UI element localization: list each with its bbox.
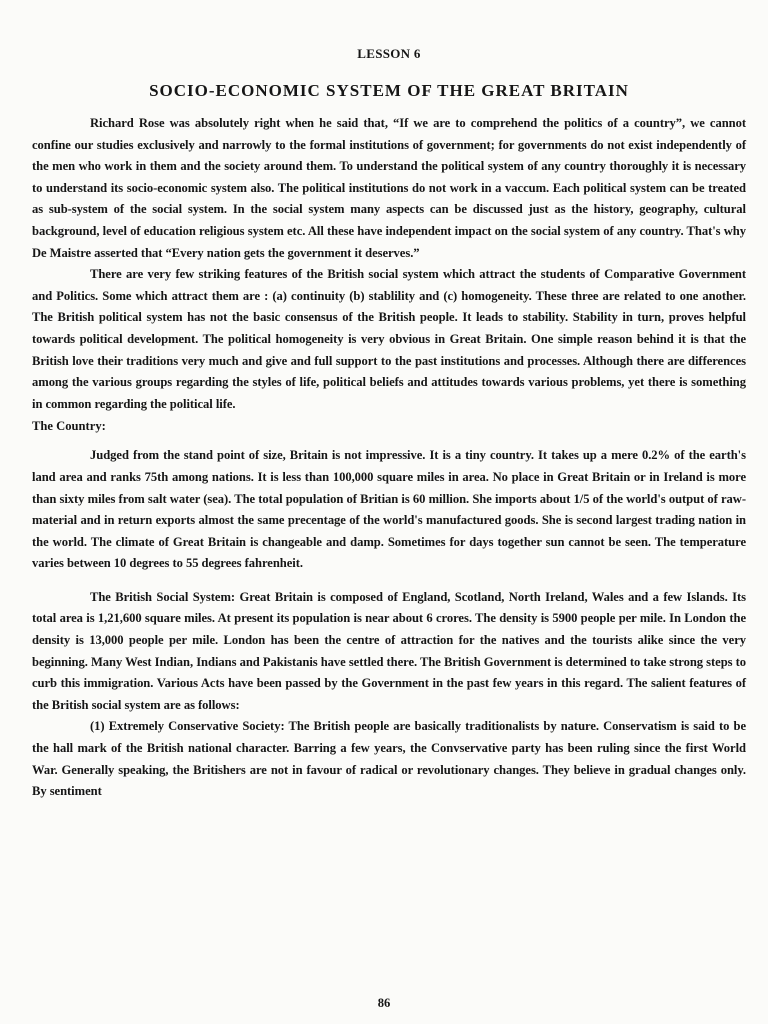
inline-heading-social-system: The British Social System:: [90, 589, 236, 604]
page-number: 86: [377, 996, 391, 1010]
paragraph-intro: Richard Rose was absolutely right when he said that, “If we are to comprehend the politics of a country”, we cannot confine our studies exclusively and narrowly to the formal institutions of government; for governments do not exist independently of the men who work in them and the society around them. To understand the political system of any country thoroughly it is necessary to understand its socio-economic system also. The political institutions do not work in a vaccum. Each political system can be treated as sub-system of the social system. In the social system many aspects can be discussed just as the history, geography, cultural background, level of education religious system etc. All these have independent impact on the social system of any country. That's why De Maistre asserted that “Every nation gets the government it deserves.”: [32, 116, 746, 260]
paragraph-country: Judged from the stand point of size, Britain is not impressive. It is a tiny country. It takes up a mere 0.2% of the earth's land area and ranks 75th among nations. It is less than 100,000 square miles in area. No place in Great Britain or in Ireland is more than sixty miles from salt water (sea). The total population of Britian is 60 million. She imports about 1/5 of the world's output of raw-material and in return exports almost the same precentage of the world's manufactured goods. She is second largest trading nation in the world. The climate of Great Britain is changeable and damp. Sometimes for days together sun cannot be seen. The temperature varies between 10 degrees to 55 degrees fahrenheit.: [32, 448, 746, 571]
paragraph-social-system-text: Great Britain is composed of England, Scotland, North Ireland, Wales and a few Islands. Its total area is 1,21,600 square miles. At present its population is near about 6 crores. The density is 5900 people per mile. In London the density is 13,000 people per mile. London has been the centre of attraction for the natives and the tourists alike since the very beginning. Many West Indian, Indians and Pakistanis have settled there. The British Government is determined to take strong steps to curb this immigration. Various Acts have been passed by the Government in the past few years in this regard. The salient features of the British social system are as follows:: [32, 589, 746, 712]
section-heading-country: The Country:: [32, 419, 106, 434]
paragraph-conservative-text: The British people are basically traditionalists by nature. Conservatism is said to be the hall mark of the British national character. Barring a few years, the Convservative party has been ruling since the first World War. Generally speaking, the Britishers are not in favour of radical or revolutionary changes. They believe in gradual changes only. By sentiment: [32, 719, 746, 799]
page-title: SOCIO-ECONOMIC SYSTEM OF THE GREAT BRITAIN: [149, 81, 629, 100]
paragraph-features: There are very few striking features of the British social system which attract the students of Comparative Government and Politics. Some which attract them are : (a) continuity (b) stablility and (c) homogeneity. These three are related to one another. The British political system has not the basic consensus of the British people. It leads to stability. Stability in turn, proves helpful towards political development. The political homogeneity is very obvious in Great Britain. One simple reason behind it is that the British love their traditions very much and give and full support to the past institutions and processes. Although there are differences among the various groups regarding the styles of life, political beliefs and attitudes towards various problems, yet there is something in common regarding the political life.: [32, 267, 746, 411]
inline-heading-conservative: (1) Extremely Conservative Society:: [90, 719, 285, 734]
lesson-label: LESSON 6: [357, 46, 421, 61]
paragraph-conservative: [32, 716, 746, 802]
paragraph-social-system: [32, 587, 746, 717]
